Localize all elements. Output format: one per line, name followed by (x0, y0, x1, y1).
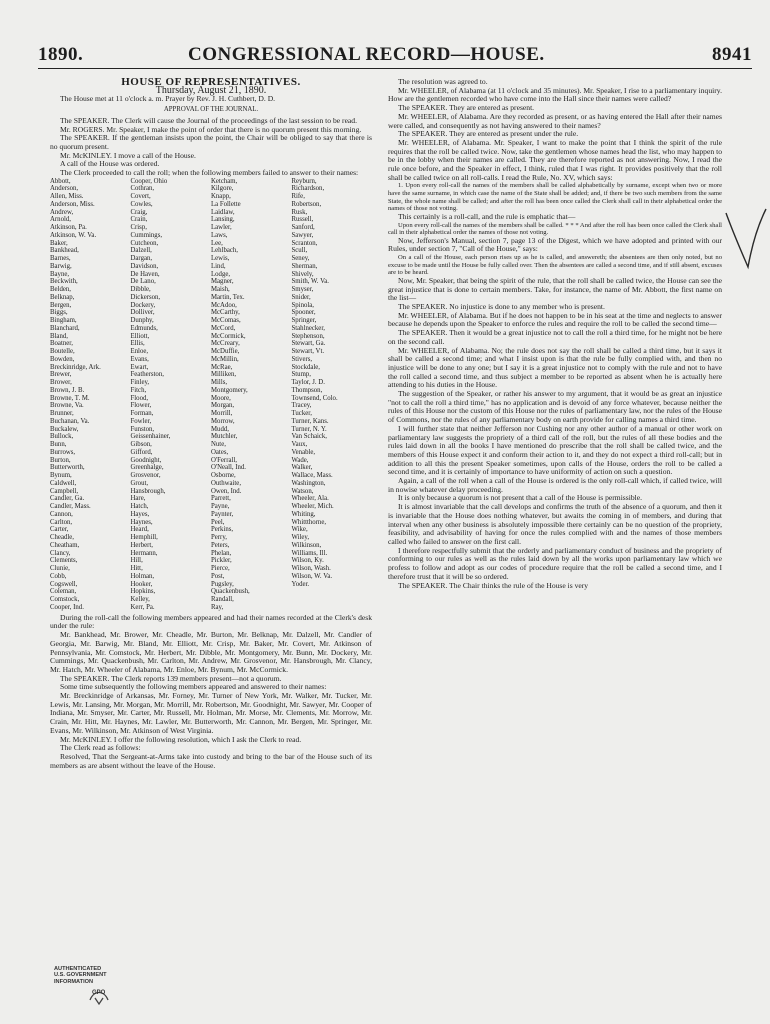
member-name: Enloe, (130, 348, 149, 356)
member-name: Herbert, (130, 541, 153, 549)
member-name: McRae, (211, 363, 233, 371)
member-name: Wilkinson, (291, 541, 322, 549)
member-name: Brower, (50, 379, 72, 387)
member-name: Rife, (291, 193, 305, 201)
paragraph: Mr. ROGERS. Mr. Speaker, I make the point of order that there is no quorum present this morning. (60, 124, 362, 134)
member-name: Snider, (291, 293, 311, 301)
member-name: Fowler, (130, 417, 152, 425)
paragraph: Now, Mr. Speaker, that being the spirit of the rule, that the roll shall be called twice, the House can see the great injustice that is done to certain members. Take, for instance, the name of Mr. Abbott, the first name on the list— (388, 275, 722, 303)
member-name: Stahlnecker, (291, 324, 326, 332)
member-name: Venable, (291, 448, 316, 456)
stamp-line: INFORMATION (54, 978, 94, 985)
member-name: Moore, (211, 394, 231, 402)
paragraph: The SPEAKER. They are entered as present. (398, 103, 535, 113)
member-name: Peters, (211, 541, 230, 549)
member-name: Wilson, Ky. (291, 557, 324, 565)
member-name: Belknap, (50, 293, 75, 301)
paragraph: The SPEAKER. Then it would be a great injustice not to call the roll a third time, for he might not be here on the second call. (388, 328, 722, 346)
member-name: Flood, (130, 394, 149, 402)
member-name: Dolliver, (130, 309, 155, 317)
member-name: Springer, (291, 317, 317, 325)
member-name: Cutcheon, (130, 239, 159, 247)
member-name: Pugsley, (211, 580, 234, 588)
member-name: Post, (211, 572, 225, 580)
member-name: Seney, (291, 255, 310, 263)
member-name: Magner, (211, 278, 234, 286)
member-name: Bland, (50, 332, 68, 340)
session-date: Thursday, August 21, 1890. (155, 84, 267, 96)
member-name: McCormick, (211, 332, 246, 340)
member-name: Cooper, Ind. (50, 603, 84, 611)
member-name: McComas, (211, 317, 241, 325)
member-name: Hopkins, (130, 588, 156, 596)
member-name: Gifford, (130, 448, 153, 456)
stamp-text (54, 966, 134, 985)
member-name: Sawyer, (291, 231, 314, 239)
member-name: Belden, (50, 286, 71, 294)
member-name: Stewart, Vt. (291, 348, 325, 356)
member-name: Ray, (211, 603, 224, 611)
member-name: Mills, (211, 379, 228, 387)
paragraph: The SPEAKER. The Chair thinks the rule of the House is very (398, 580, 589, 590)
member-name: Boatner, (50, 340, 73, 348)
member-name: Yoder. (291, 580, 310, 588)
member-name: Finley, (130, 379, 150, 387)
member-name: Townsend, Colo. (291, 394, 338, 402)
member-name: Mutchler, (211, 433, 238, 441)
member-name: Brunner, (50, 410, 74, 418)
member-name: Ketcham, (211, 177, 238, 185)
member-name: Washington, (291, 479, 326, 487)
member-name: Martin, Tex. (211, 293, 245, 301)
page-header (38, 44, 752, 69)
member-name: Whiting, (291, 510, 316, 518)
member-name: Tucker, (291, 410, 312, 418)
left-paragraphs-continued (50, 614, 372, 771)
member-name: Wallace, Mass. (291, 472, 333, 480)
stamp-line: U.S. GOVERNMENT (54, 972, 107, 979)
member-name: Atkinson, W. Va. (50, 231, 97, 239)
manual-quote: On a call of the House, each person rises up as he is called, and answereth; the absentees are then only noted, but no excuse to be made until the House be fully called over. Then the absentees are called a second time, and if still absent, excuses are to be heard. (388, 254, 722, 277)
member-name: Barnes, (50, 255, 71, 263)
member-name: Cannon, (50, 510, 73, 518)
paragraph: A call of the House was ordered. (60, 159, 160, 169)
member-name: Oates, (211, 448, 229, 456)
member-name: Quackenbush, (211, 588, 250, 596)
opening-paragraph: The House met at 11 o'clock a. m. Prayer by Rev. J. H. Cuthbert, D. D. (60, 94, 276, 104)
member-name: Reyburn, (291, 177, 317, 185)
paragraph: The SPEAKER. If the gentleman insists upon the point, the Chair will be obliged to say that there is no quorum present. (50, 133, 372, 151)
member-name: Watson, (291, 487, 314, 495)
member-name: Scull, (291, 247, 308, 255)
member-name: Breckinridge, Ark. (50, 363, 101, 371)
member-name: Andrew, (50, 208, 74, 216)
member-name: Outhwaite, (211, 479, 242, 487)
member-name: Thompson, (291, 386, 323, 394)
member-name: Bayne, (50, 270, 70, 278)
roll-call-list (50, 178, 372, 612)
member-name: Wheeler, Mich. (291, 503, 334, 511)
paragraph: Mr. Bankhead, Mr. Brower, Mr. Cheadle, Mr. Burton, Mr. Belknap, Mr. Dalzell, Mr. Candler of Georgia, Mr. Barwig, Mr. Bland, Mr. Elliott, Mr. Crisp, Mr. Baker, Mr. Covert, Mr. Atkinson of Pennsylvania, Mr. Comstock, Mr. Herbert, Mr. Dibble, Mr. Montgomery, Mr. Bunn, Mr. Dockery, Mr. Cummings, Mr. Quackenbush, Mr. Carlton, Mr. Andrew, Mr. Grosvenor, Mr. Hansbrough, Mr. Clancy, Mr. Hatch, Mr. Wheeler of Alabama, Mr. Enloe, Mr. Bynum, Mr. McCormick. (50, 630, 372, 674)
member-name: Grout, (130, 479, 149, 487)
member-name: Candler, Ga. (50, 495, 85, 503)
member-name: Maish, (211, 286, 230, 294)
member-name: Stephenson, (291, 332, 325, 340)
member-name: Kelley, (130, 596, 150, 604)
paragraph: Mr. WHEELER, of Alabama (at 11 o'clock and 35 minutes). Mr. Speaker, I rise to a parliamentary inquiry. How are the gentlemen recorded who have come into the Hall since their names were called? (388, 85, 722, 104)
member-name: Brewer, (50, 371, 72, 379)
paragraph: During the roll-call the following members appeared and had their names recorded at the Clerk's desk under the rule: (50, 612, 372, 631)
member-name: Flower, (130, 402, 152, 410)
member-name: Taylor, J. D. (291, 379, 325, 387)
paragraph: Resolved, That the Sergeant-at-Arms take into custody and bring to the bar of the House such of its members as are absent without the leave of the House. (50, 751, 372, 770)
member-name: Morrow, (211, 417, 235, 425)
member-name: McAdoo, (211, 301, 237, 309)
stamp-line: AUTHENTICATED (54, 966, 102, 972)
paragraph: It is only because a quorum is not present that a call of the House is permissible. (398, 493, 642, 503)
paragraph: Mr. McKINLEY. I move a call of the House. (60, 150, 196, 160)
member-name: McCreary, (211, 340, 240, 348)
member-name: McCarthy, (211, 309, 240, 317)
authenticated-gpo-stamp (54, 966, 134, 1012)
member-name: Burton, (50, 456, 71, 464)
member-name: Campbell, (50, 487, 79, 495)
member-name: Pierce, (211, 565, 230, 573)
member-name: Paynter, (211, 510, 234, 518)
member-name: Hooker, (130, 580, 153, 588)
roll-call-column (292, 178, 373, 612)
member-name: Butterworth, (50, 464, 85, 472)
member-name: Geissenhainer, (130, 433, 171, 441)
member-name: Kerr, Pa. (130, 603, 155, 611)
member-name: Turner, Kans. (291, 417, 329, 425)
member-name: Nute, (211, 441, 226, 449)
member-name: Smith, W. Va. (291, 278, 329, 286)
header-year: 1890. (38, 44, 84, 65)
member-name: Covert, (130, 193, 151, 201)
header-title: CONGRESSIONAL RECORD—HOUSE. (188, 44, 545, 65)
member-name: Perkins, (211, 526, 234, 534)
paragraph: The suggestion of the Speaker, or rather his answer to my argument, that it would be as great an injustice "not to call the roll a third time," has no application and is devoid of any force whatever, because neither the rules of this House nor the custom of this House nor the rules of parliamentary law, nor the rules of the House of Commons, nor the rules of any parliamentary body on earth provide for calling names a third time. (388, 389, 722, 425)
left-column (50, 78, 372, 770)
member-name: Stivers, (291, 355, 313, 363)
paragraph: Mr. McKINLEY. I offer the following resolution, which I ask the Clerk to read. (60, 734, 302, 744)
member-name: Dalzell, (130, 247, 152, 255)
member-name: Dockery, (130, 301, 156, 309)
member-name: Richardson, (291, 185, 325, 193)
member-name: Greenhalge, (130, 464, 164, 472)
member-name: Barwig, (50, 262, 72, 270)
member-name: Pickler, (211, 557, 232, 565)
member-name: Sherman, (291, 262, 318, 270)
member-name: La Follette (211, 200, 241, 208)
member-name: Blanchard, (50, 324, 80, 332)
left-paragraphs (50, 117, 372, 178)
member-name: Clements, (50, 557, 78, 565)
member-name: Wilson, Wash. (291, 565, 331, 573)
member-name: Baker, (50, 239, 68, 247)
member-name: Browne, T. M. (50, 394, 90, 402)
member-name: Featherston, (130, 371, 164, 379)
member-name: Dibble, (130, 286, 151, 294)
paragraph: Again, a call of the roll when a call of the House is ordered is the only roll-call which, if called twice, will in nowise whatever delay proceeding. (388, 476, 722, 494)
member-name: Grosvenor, (130, 472, 161, 480)
member-name: Tracey, (291, 402, 312, 410)
member-name: Scranton, (291, 239, 318, 247)
member-name: O'Ferrall, (211, 456, 237, 464)
member-name: Turner, N. Y. (291, 425, 327, 433)
member-name: Stump, (291, 371, 311, 379)
member-name: Cummings, (130, 231, 163, 239)
member-name: Clancy, (50, 549, 71, 557)
member-name: Cowles, (130, 200, 153, 208)
member-name: Evans, (130, 355, 149, 363)
paragraph: I will further state that neither Jefferson nor Cushing nor any other author of a manual or other work on parliamentary law suggests the propriety of a third call of the roll, but the rules of all these bodies and the rules laid down in all the books I have mentioned do prescribe that the roll shall be called twice, and the members of this House expect it and conform their action to it, and they do not expect a third roll-call; but in addition to all this the present Speaker sometimes, upon calls of the House, orders the roll to be called a second time, and it is certainly of importance to have uniformity of action on such a question. (388, 423, 722, 477)
member-name: Wiley, (291, 534, 310, 542)
journal-heading: APPROVAL OF THE JOURNAL. (163, 106, 259, 114)
member-name: Russell, (291, 216, 314, 224)
member-name: Whittthorne, (291, 518, 327, 526)
member-name: Goodnight, (130, 456, 162, 464)
right-column (388, 78, 722, 590)
member-name: Hitt, (130, 565, 143, 573)
member-name: Lee, (211, 239, 223, 247)
member-name: Payne, (211, 503, 230, 511)
member-name: Wheeler, Ala. (291, 495, 329, 503)
member-name: Hatch, (130, 503, 149, 511)
member-name: Ellis, (130, 340, 145, 348)
member-name: Holman, (130, 572, 155, 580)
member-name: Hermann, (130, 549, 158, 557)
gpo-mark: GPO (92, 990, 106, 996)
member-name: Buchanan, Va. (50, 417, 90, 425)
member-name: Lehlbach, (211, 247, 238, 255)
paragraph: I therefore respectfully submit that the orderly and parliamentary conduct of business and the propriety of conforming to our rules as well as the rules laid down by all the works upon parliamentary law which we profess to follow and adopt as our codes of procedure require that the roll be called a second time, and I therefore trust that it will be so ordered. (388, 545, 722, 581)
member-name: Coleman, (50, 588, 77, 596)
member-name: Browne, Va. (50, 402, 84, 410)
member-name: Davidson, (130, 262, 159, 270)
member-name: McCord, (211, 324, 236, 332)
member-name: Bankhead, (50, 247, 79, 255)
member-name: Dargan, (130, 255, 153, 263)
member-name: Robertson, (291, 200, 322, 208)
paragraph: The SPEAKER. No injustice is done to any member who is present. (398, 302, 605, 311)
member-name: Hemphill, (130, 534, 158, 542)
member-name: Fitch, (130, 386, 147, 394)
member-name: Forman, (130, 410, 154, 418)
member-name: De Lano, (130, 278, 156, 286)
right-mid-paragraph: This certainly is a roll-call, and the rule is emphatic that— (398, 211, 576, 221)
member-name: Morrill, (211, 410, 233, 418)
member-name: Perry, (211, 534, 227, 542)
paragraph: Mr. WHEELER, of Alabama. Mr. Speaker, I want to make the point that I think the spirit of the rule requires that the roll be called twice. Now, take the gentlemen whose names head the list, who may happen to be in the lobby when their names are called. They are therefore reported as not answering. Now, I read the rule once before, and the Speaker in effect, I think, ruled that I was right. It provides positively that the roll shall be called twice on all roll-calls. I read the Rule, No. XV, which says: (388, 137, 722, 182)
margin-pen-mark (722, 205, 768, 275)
member-name: Beckwith, (50, 278, 78, 286)
paragraph: Mr. WHEELER, of Alabama. No; the rule does not say the roll shall be called a third time, but it says it shall be called a second time; and what I insist upon is that the rule be fully complied with, and then no injustice will be done to any one; but I say it is a great injustice not to comply with the rule and not to have the roll called a second time, and thus subject a member to be reported as absent when he is actually here attending to his duties in the House. (388, 345, 722, 390)
member-name: Laws, (211, 231, 228, 239)
member-name: Stockdale, (291, 363, 321, 371)
member-name: Spooner, (291, 309, 316, 317)
member-name: Bowden, (50, 355, 75, 363)
member-name: Cobb, (50, 572, 67, 580)
roll-call-column (50, 178, 131, 612)
section-title: HOUSE OF REPRESENTATIVES. (121, 76, 301, 88)
member-name: Bullock, (50, 433, 74, 441)
member-name: Buckalew, (50, 425, 79, 433)
roll-call-column (131, 178, 212, 612)
member-name: Cothran, (130, 185, 155, 193)
member-name: Van Schaick, (291, 433, 327, 441)
member-name: Smyser, (291, 286, 314, 294)
member-name: Dickerson, (130, 293, 161, 301)
member-name: Stewart, Ga. (291, 340, 326, 348)
member-name: Crisp, (130, 224, 147, 232)
member-name: Caldwell, (50, 479, 77, 487)
member-name: Edmunds, (130, 324, 158, 332)
member-name: Boutelle, (50, 348, 75, 356)
header-page-number: 8941 (712, 44, 752, 65)
member-name: Brown, J. B. (50, 386, 85, 394)
member-name: Knapp, (211, 193, 231, 201)
member-name: Lewis, (211, 255, 230, 263)
member-name: Comstock, (50, 596, 80, 604)
member-name: Montgomery, (211, 386, 248, 394)
member-name: Biggs, (50, 309, 68, 317)
member-name: Allen, Miss. (50, 193, 84, 201)
paragraph: The SPEAKER. The Clerk reports 139 members present—not a quorum. (60, 673, 282, 683)
member-name: Spinola, (291, 301, 314, 309)
member-name: Milliken, (211, 371, 237, 379)
member-name: Rusk, (291, 208, 308, 216)
member-name: Atkinson, Pa. (50, 224, 87, 232)
paragraph: It is almost invariable that the call develops and confirms the truth of the absence of a quorum, and then it is invariable that the House does nothing whatever, but awaits the coming in of members, and during that interval when any other business is absolutely impossible there certainly can be no question of the propriety, feasibility, and advisability of having for once the rules complied with and the names of those members called who failed to answer on the first call. (388, 502, 722, 546)
rule-quote: 1. Upon every roll-call the names of the members shall be called alphabetically by surname, except when two or more have the same surname, in which case the name of the State shall be added; and, if there be two such members from the same State, the whole name shall be called; and after the roll has been once called the Clerk shall call in their alphabetical order the names of those not voting. (388, 182, 722, 213)
member-name: Abbott, (50, 177, 71, 185)
member-name: Carlton, (50, 518, 73, 526)
paragraph: Mr. WHEELER, of Alabama. Are they recorded as present, or as having entered the Hall after their names were called, and consequently as not having answered to their names? (388, 111, 722, 130)
paragraph: Mr. WHEELER, of Alabama. But if he does not happen to be in his seat at the time and neglects to answer because he depends upon the Speaker to enforce the rules and require the roll to be called the second time— (388, 310, 722, 329)
member-name: Wike, (291, 526, 308, 534)
member-name: Gibson, (130, 441, 152, 449)
member-name: Crain, (130, 216, 148, 224)
member-name: Carter, (50, 526, 69, 534)
paragraph: Some time subsequently the following members appeared and answered to their names: (60, 682, 327, 692)
member-name: Arnold, (50, 216, 71, 224)
member-name: Anderson, Miss. (50, 200, 95, 208)
member-name: Hayes, (130, 510, 150, 518)
member-name: Phelan, (211, 549, 232, 557)
member-name: Peel, (211, 518, 225, 526)
member-name: Craig, (130, 208, 148, 216)
paragraph: The SPEAKER. The Clerk will cause the Journal of the proceedings of the last session to be read. (60, 115, 358, 125)
right-paragraphs-continued (388, 277, 722, 590)
paragraph: The SPEAKER. They are entered as present under the rule. (398, 129, 579, 139)
member-name: Hill, (130, 557, 143, 565)
member-name: Heard, (130, 526, 149, 534)
member-name: Bergen, (50, 301, 72, 309)
member-name: Bingham, (50, 317, 77, 325)
member-name: Wilson, W. Va. (291, 572, 333, 580)
member-name: Lodge, (211, 270, 231, 278)
member-name: Cogswell, (50, 580, 78, 588)
paragraph: Mr. Breckinridge of Arkansas, Mr. Forney, Mr. Turner of New York, Mr. Walker, Mr. Tucker, Mr. Lewis, Mr. Lansing, Mr. Morgan, Mr. Morrill, Mr. Robertson, Mr. Goodnight, Mr. Sawyer, Mr. Cooper of Indiana, Mr. Smyser, Mr. Carter, Mr. Russell, Mr. Holman, Mr. Morse, Mr. Clements, Mr. Morrow, Mr. Crain, Mr. Hitt, Mr. Haynes, Mr. Lawler, Mr. Butterworth, Mr. Cannon, Mr. Bergen, Mr. Springer, Mr. Evans, Mr. Wilkinson, Mr. Atkinson of West Virginia. (50, 691, 372, 735)
member-name: Parrett, (211, 495, 231, 503)
member-name: De Haven, (130, 270, 160, 278)
member-name: Lind, (211, 262, 226, 270)
member-name: Williams, Ill. (291, 549, 328, 557)
member-name: Dunphy, (130, 317, 154, 325)
member-name: Hare, (130, 495, 146, 503)
member-name: Cooper, Ohio (130, 177, 168, 185)
member-name: Cheadle, (50, 534, 74, 542)
roll-call-column (211, 178, 292, 612)
member-name: Candler, Mass. (50, 503, 91, 511)
member-name: Elliott, (130, 332, 150, 340)
paragraph: The Clerk read as follows: (60, 743, 141, 753)
member-name: Owen, Ind. (211, 487, 242, 495)
member-name: Ewart, (130, 363, 149, 371)
member-name: Sanford, (291, 224, 315, 232)
member-name: Burrows, (50, 448, 76, 456)
member-name: Laidlaw, (211, 208, 235, 216)
member-name: McMillin, (211, 355, 239, 363)
member-name: Morgan, (211, 402, 235, 410)
paragraph: The Clerk proceeded to call the roll; when the following members failed to answer to their names: (60, 168, 359, 178)
member-name: Kilgore, (211, 185, 234, 193)
member-name: Shively, (291, 270, 314, 278)
member-name: Lawler, (211, 224, 232, 232)
member-name: Lansing, (211, 216, 235, 224)
member-name: Vaux, (291, 441, 308, 449)
member-name: Hansbrough, (130, 487, 166, 495)
member-name: Randall, (211, 596, 234, 604)
member-name: Mudd, (211, 425, 229, 433)
member-name: Anderson, (50, 185, 79, 193)
right-paragraphs (388, 78, 722, 182)
member-name: Cheatham, (50, 541, 80, 549)
member-name: Funston, (130, 425, 155, 433)
member-name: Wade, (291, 456, 309, 464)
paragraph: The resolution was agreed to. (398, 77, 488, 86)
member-name: Osborne, (211, 472, 236, 480)
member-name: Bunn, (50, 441, 67, 449)
member-name: O'Neall, Ind. (211, 464, 247, 472)
member-name: Bynum, (50, 472, 72, 480)
manual-paragraph: Now, Jefferson's Manual, section 7, page 13 of the Digest, which we have adopted and printed with our Rules, under section 7, "Call of the House," says: (388, 235, 722, 254)
member-name: Walker, (291, 464, 313, 472)
member-name: Clunie, (50, 565, 70, 573)
rule-quote-excerpt: Upon every roll-call the names of the members shall be called. * * * And after the roll has been once called the Clerk shall call in their alphabetical order the names of those not voting. (388, 221, 722, 237)
member-name: McDuffie, (211, 348, 240, 356)
member-name: Haynes, (130, 518, 153, 526)
